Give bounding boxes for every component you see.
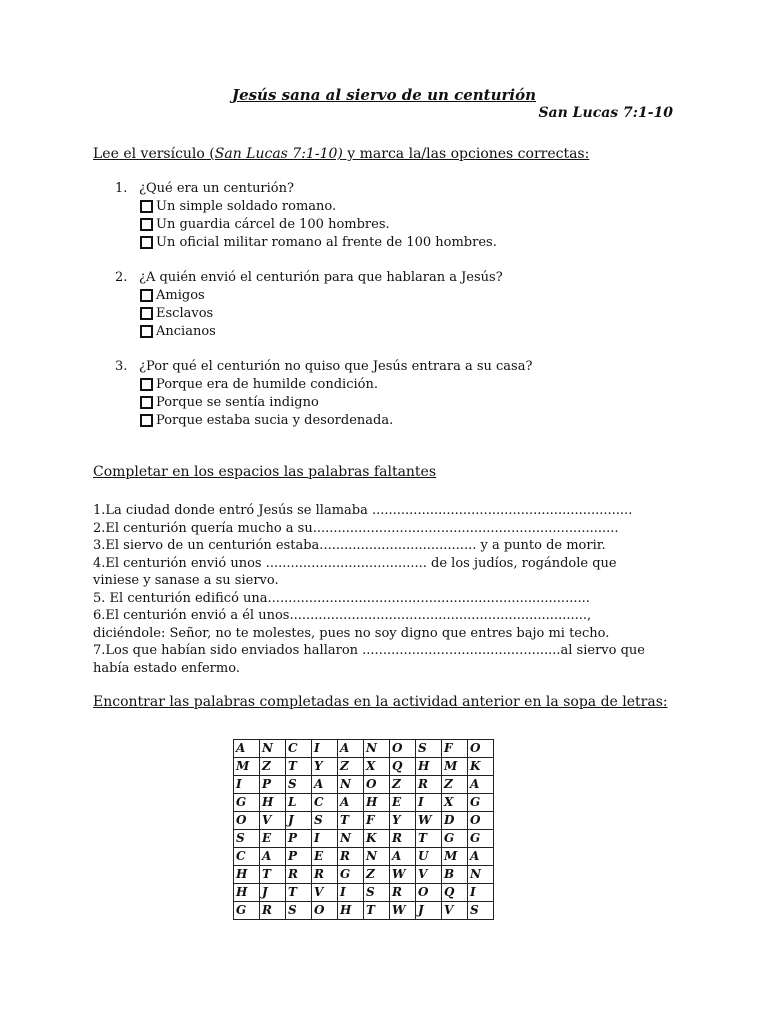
grid-cell[interactable]: M — [442, 758, 468, 776]
grid-cell[interactable]: N — [364, 740, 390, 758]
grid-cell[interactable]: N — [468, 866, 494, 884]
grid-cell[interactable]: W — [390, 902, 416, 920]
grid-cell[interactable]: W — [416, 812, 442, 830]
grid-cell[interactable]: N — [364, 848, 390, 866]
grid-row — [234, 830, 494, 848]
grid-cell[interactable]: N — [338, 830, 364, 848]
grid-cell[interactable]: R — [390, 884, 416, 902]
grid-cell[interactable]: R — [260, 902, 286, 920]
fill-item-3: 3.El siervo de un centurión estaba...................................... y a punto de morir. — [93, 538, 606, 554]
grid-cell[interactable]: Q — [390, 758, 416, 776]
grid-cell[interactable]: G — [234, 902, 260, 920]
grid-cell[interactable]: R — [286, 866, 312, 884]
option-1a[interactable] — [140, 199, 336, 214]
grid-row — [234, 884, 494, 902]
option-2a[interactable] — [140, 288, 205, 303]
checkbox-icon[interactable] — [140, 307, 153, 320]
word-search-grid — [233, 739, 494, 920]
grid-cell[interactable]: S — [364, 884, 390, 902]
option-3a[interactable] — [140, 377, 378, 392]
fill-item-4: 4.El centurión envió unos ....................................... de los judíos, rogándole que viniese y sanase a su siervo. — [93, 555, 617, 589]
grid-cell[interactable]: T — [260, 866, 286, 884]
grid-row — [234, 902, 494, 920]
grid-row — [234, 848, 494, 866]
grid-cell[interactable]: Z — [364, 866, 390, 884]
grid-cell[interactable]: T — [286, 758, 312, 776]
question-text: ¿Por qué el centurión no quiso que Jesús entrara a su casa? — [139, 359, 533, 374]
grid-cell[interactable]: A — [468, 776, 494, 794]
question-number: 1. — [115, 181, 128, 196]
checkbox-icon[interactable] — [140, 218, 153, 231]
grid-row — [234, 740, 494, 758]
grid-cell[interactable]: D — [442, 812, 468, 830]
grid-cell[interactable]: O — [468, 812, 494, 830]
grid-cell[interactable]: H — [260, 794, 286, 812]
grid-cell[interactable]: T — [416, 830, 442, 848]
grid-cell[interactable]: B — [442, 866, 468, 884]
grid-cell[interactable]: K — [364, 830, 390, 848]
grid-row — [234, 758, 494, 776]
grid-cell[interactable]: V — [312, 884, 338, 902]
grid-cell[interactable]: P — [260, 776, 286, 794]
grid-cell[interactable]: N — [260, 740, 286, 758]
grid-cell[interactable]: T — [364, 902, 390, 920]
grid-cell[interactable]: E — [390, 794, 416, 812]
grid-cell[interactable]: F — [442, 740, 468, 758]
grid-cell[interactable]: H — [416, 758, 442, 776]
question-3 — [115, 359, 532, 374]
grid-cell[interactable]: M — [234, 758, 260, 776]
option-label: Un oficial militar romano al frente de 100 hombres. — [156, 235, 497, 250]
grid-row — [234, 812, 494, 830]
grid-cell[interactable]: T — [338, 812, 364, 830]
grid-cell[interactable]: C — [234, 848, 260, 866]
bible-reference: San Lucas 7:1-10 — [538, 105, 673, 121]
grid-cell[interactable]: I — [416, 794, 442, 812]
grid-cell[interactable]: V — [260, 812, 286, 830]
grid-cell[interactable]: S — [234, 830, 260, 848]
grid-row — [234, 776, 494, 794]
grid-cell[interactable]: I — [468, 884, 494, 902]
page-title: Jesús sana al siervo de un centurión — [231, 86, 537, 104]
grid-cell[interactable]: E — [260, 830, 286, 848]
grid-cell[interactable]: U — [416, 848, 442, 866]
grid-cell[interactable]: S — [286, 902, 312, 920]
fill-item-7: 7.Los que habían sido enviados hallaron ................................................al siervo que había estado enfermo. — [93, 643, 645, 676]
section1-heading-post: y marca la/las opciones correctas: — [342, 146, 590, 162]
grid-cell[interactable]: L — [286, 794, 312, 812]
option-1b[interactable] — [140, 217, 390, 232]
option-3c[interactable] — [140, 413, 393, 428]
question-text: ¿Qué era un centurión? — [139, 181, 294, 196]
option-label: Amigos — [156, 288, 205, 303]
grid-cell[interactable]: O — [312, 902, 338, 920]
option-2b[interactable] — [140, 306, 213, 321]
grid-cell[interactable]: R — [390, 830, 416, 848]
grid-cell[interactable]: K — [468, 758, 494, 776]
checkbox-icon[interactable] — [140, 325, 153, 338]
grid-row — [234, 794, 494, 812]
grid-cell[interactable]: A — [338, 740, 364, 758]
grid-cell[interactable]: E — [312, 848, 338, 866]
grid-cell[interactable]: X — [442, 794, 468, 812]
grid-cell[interactable]: G — [468, 830, 494, 848]
grid-cell[interactable]: H — [234, 884, 260, 902]
grid-row — [234, 866, 494, 884]
grid-cell[interactable]: X — [364, 758, 390, 776]
grid-cell[interactable]: I — [312, 830, 338, 848]
grid-cell[interactable]: A — [338, 794, 364, 812]
grid-cell[interactable]: V — [442, 902, 468, 920]
grid-cell[interactable]: G — [468, 794, 494, 812]
grid-cell[interactable]: R — [312, 866, 338, 884]
grid-cell[interactable]: Z — [338, 758, 364, 776]
question-number: 3. — [115, 359, 128, 374]
grid-cell[interactable]: R — [416, 776, 442, 794]
grid-cell[interactable]: G — [234, 794, 260, 812]
option-label: Porque estaba sucia y desordenada. — [156, 413, 394, 428]
grid-cell[interactable]: Y — [390, 812, 416, 830]
grid-cell[interactable]: T — [286, 884, 312, 902]
grid-cell[interactable]: I — [338, 884, 364, 902]
checkbox-icon[interactable] — [140, 236, 153, 249]
grid-cell[interactable]: N — [338, 776, 364, 794]
grid-cell[interactable]: M — [442, 848, 468, 866]
grid-cell[interactable]: O — [390, 740, 416, 758]
grid-cell[interactable]: G — [442, 830, 468, 848]
option-label: Porque era de humilde condición. — [156, 377, 378, 392]
option-label: Esclavos — [156, 306, 214, 321]
option-label: Un guardia cárcel de 100 hombres. — [156, 217, 390, 232]
grid-cell[interactable]: O — [468, 740, 494, 758]
question-text: ¿A quién envió el centurión para que hablaran a Jesús? — [139, 270, 503, 285]
option-label: Porque se sentía indigno — [156, 395, 319, 410]
grid-cell[interactable]: A — [234, 740, 260, 758]
question-1 — [115, 181, 294, 196]
grid-cell[interactable]: O — [364, 776, 390, 794]
grid-cell[interactable]: C — [312, 794, 338, 812]
grid-cell[interactable]: H — [338, 902, 364, 920]
grid-cell[interactable]: S — [286, 776, 312, 794]
grid-cell[interactable]: S — [468, 902, 494, 920]
grid-cell[interactable]: A — [260, 848, 286, 866]
grid-cell[interactable]: J — [260, 884, 286, 902]
grid-cell[interactable]: W — [390, 866, 416, 884]
grid-cell[interactable]: H — [364, 794, 390, 812]
section1-heading-ref: San Lucas 7:1-10) — [214, 146, 343, 162]
question-2 — [115, 270, 503, 285]
grid-cell[interactable]: J — [416, 902, 442, 920]
grid-cell[interactable]: C — [286, 740, 312, 758]
checkbox-icon[interactable] — [140, 200, 153, 213]
grid-cell[interactable]: A — [468, 848, 494, 866]
grid-cell[interactable]: P — [286, 830, 312, 848]
grid-cell[interactable]: S — [312, 812, 338, 830]
fill-item-2: 2.El centurión quería mucho a su.......................................................................... — [93, 520, 619, 536]
section3-heading: Encontrar las palabras completadas en la actividad anterior en la sopa de letras: — [93, 694, 668, 710]
section1-heading — [93, 146, 589, 162]
grid-cell[interactable]: Q — [442, 884, 468, 902]
checkbox-icon[interactable] — [140, 289, 153, 302]
grid-cell[interactable]: S — [416, 740, 442, 758]
grid-cell[interactable]: O — [234, 812, 260, 830]
checkbox-icon[interactable] — [140, 396, 153, 409]
option-3b[interactable] — [140, 395, 319, 410]
grid-cell[interactable]: Z — [390, 776, 416, 794]
grid-cell[interactable]: Z — [442, 776, 468, 794]
fill-item-5: 5. El centurión edificó una.............................................................................. — [93, 590, 590, 606]
fill-item-6: 6.El centurión envió a él unos........................................................................, diciéndole: Señor, no te molestes, pues no soy digno que entres bajo mi techo. — [93, 608, 610, 641]
checkbox-icon[interactable] — [140, 378, 153, 391]
section2-heading: Completar en los espacios las palabras faltantes — [93, 464, 437, 480]
grid-cell[interactable]: I — [312, 740, 338, 758]
section1-heading-pre: Lee el versículo ( — [93, 146, 215, 162]
option-label: Un simple soldado romano. — [156, 199, 337, 214]
question-number: 2. — [115, 270, 128, 285]
grid-cell[interactable]: A — [312, 776, 338, 794]
grid-cell[interactable]: A — [390, 848, 416, 866]
grid-cell[interactable]: G — [338, 866, 364, 884]
option-label: Ancianos — [156, 324, 216, 339]
option-1c[interactable] — [140, 235, 497, 250]
grid-cell[interactable]: H — [234, 866, 260, 884]
checkbox-icon[interactable] — [140, 414, 153, 427]
grid-cell[interactable]: O — [416, 884, 442, 902]
fill-item-1: 1.La ciudad donde entró Jesús se llamaba ............................................................... — [93, 503, 633, 518]
option-2c[interactable] — [140, 324, 216, 339]
grid-cell[interactable]: I — [234, 776, 260, 794]
grid-cell[interactable]: R — [338, 848, 364, 866]
grid-cell[interactable]: J — [286, 812, 312, 830]
grid-cell[interactable]: P — [286, 848, 312, 866]
grid-cell[interactable]: F — [364, 812, 390, 830]
grid-cell[interactable]: V — [416, 866, 442, 884]
grid-cell[interactable]: Z — [260, 758, 286, 776]
grid-cell[interactable]: Y — [312, 758, 338, 776]
